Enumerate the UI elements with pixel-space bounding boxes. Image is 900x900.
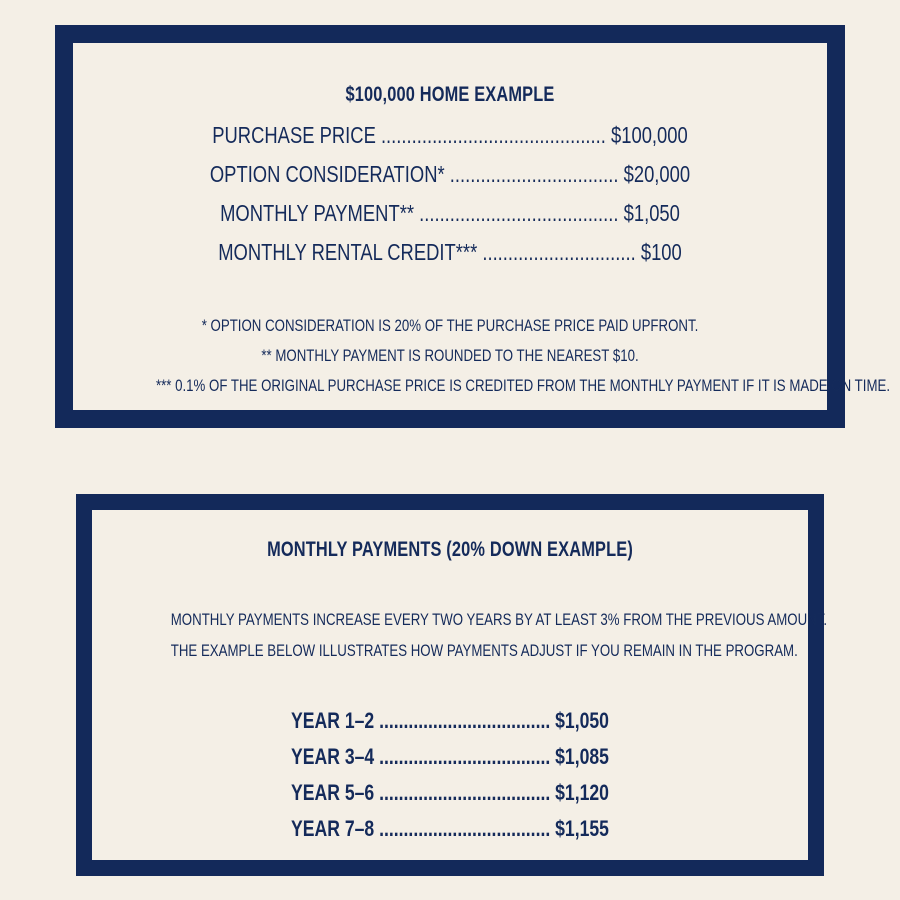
footnote-rental-credit: *** 0.1% OF THE ORIGINAL PURCHASE PRICE IS CREDITED FROM THE MONTHLY PAYMENT IF IT IS MADE ON TIME. <box>155 376 891 395</box>
home-example-title: $100,000 HOME EXAMPLE <box>345 83 555 106</box>
row-label: PURCHASE PRICE <box>212 122 376 148</box>
leader-dots: ............................................ <box>380 122 606 148</box>
year-row-5-6 <box>164 780 737 806</box>
row-label: YEAR 3–4 <box>291 744 375 769</box>
row-value: $100 <box>640 239 682 265</box>
row-value: $1,120 <box>555 780 609 805</box>
leader-dots: .............................. <box>482 239 636 265</box>
row-label: YEAR 7–8 <box>291 816 375 841</box>
year-row-7-8 <box>164 816 737 842</box>
leader-dots: ................................... <box>379 780 551 805</box>
monthly-payments-panel <box>76 494 828 876</box>
year-row-1-2 <box>164 708 737 734</box>
row-value: $20,000 <box>623 161 691 187</box>
leader-dots: ................................... <box>379 816 551 841</box>
row-value: $1,155 <box>555 816 609 841</box>
row-label: MONTHLY RENTAL CREDIT*** <box>218 239 478 265</box>
leader-dots: ................................... <box>379 744 551 769</box>
price-row-monthly-rental-credit <box>148 239 751 266</box>
price-row-option-consideration <box>148 161 751 188</box>
footnote-monthly-payment: ** MONTHLY PAYMENT IS ROUNDED TO THE NEAREST $10. <box>261 346 639 365</box>
monthly-payments-title: MONTHLY PAYMENTS (20% DOWN EXAMPLE) <box>267 538 633 561</box>
row-value: $100,000 <box>611 122 688 148</box>
row-label: YEAR 5–6 <box>291 780 375 805</box>
description-line-1: MONTHLY PAYMENTS INCREASE EVERY TWO YEARS BY AT LEAST 3% FROM THE PREVIOUS AMOUNT. <box>170 610 828 629</box>
price-row-monthly-payment <box>148 200 751 227</box>
row-value: $1,050 <box>623 200 680 226</box>
home-example-panel <box>55 25 891 428</box>
year-row-3-4 <box>164 744 737 770</box>
price-row-purchase-price <box>148 122 751 149</box>
row-label: OPTION CONSIDERATION* <box>209 161 445 187</box>
row-value: $1,050 <box>555 708 609 733</box>
row-label: MONTHLY PAYMENT** <box>220 200 415 226</box>
description-line-2: THE EXAMPLE BELOW ILLUSTRATES HOW PAYMENTS ADJUST IF YOU REMAIN IN THE PROGRAM. <box>170 641 798 660</box>
row-label: YEAR 1–2 <box>291 708 375 733</box>
leader-dots: ....................................... <box>419 200 619 226</box>
monthly-payments-content <box>92 510 828 860</box>
leader-dots: ................................... <box>379 708 551 733</box>
row-value: $1,085 <box>555 744 609 769</box>
home-example-content <box>73 43 891 410</box>
leader-dots: ................................. <box>449 161 619 187</box>
footnote-option-consideration: * OPTION CONSIDERATION IS 20% OF THE PURCHASE PRICE PAID UPFRONT. <box>201 316 699 335</box>
